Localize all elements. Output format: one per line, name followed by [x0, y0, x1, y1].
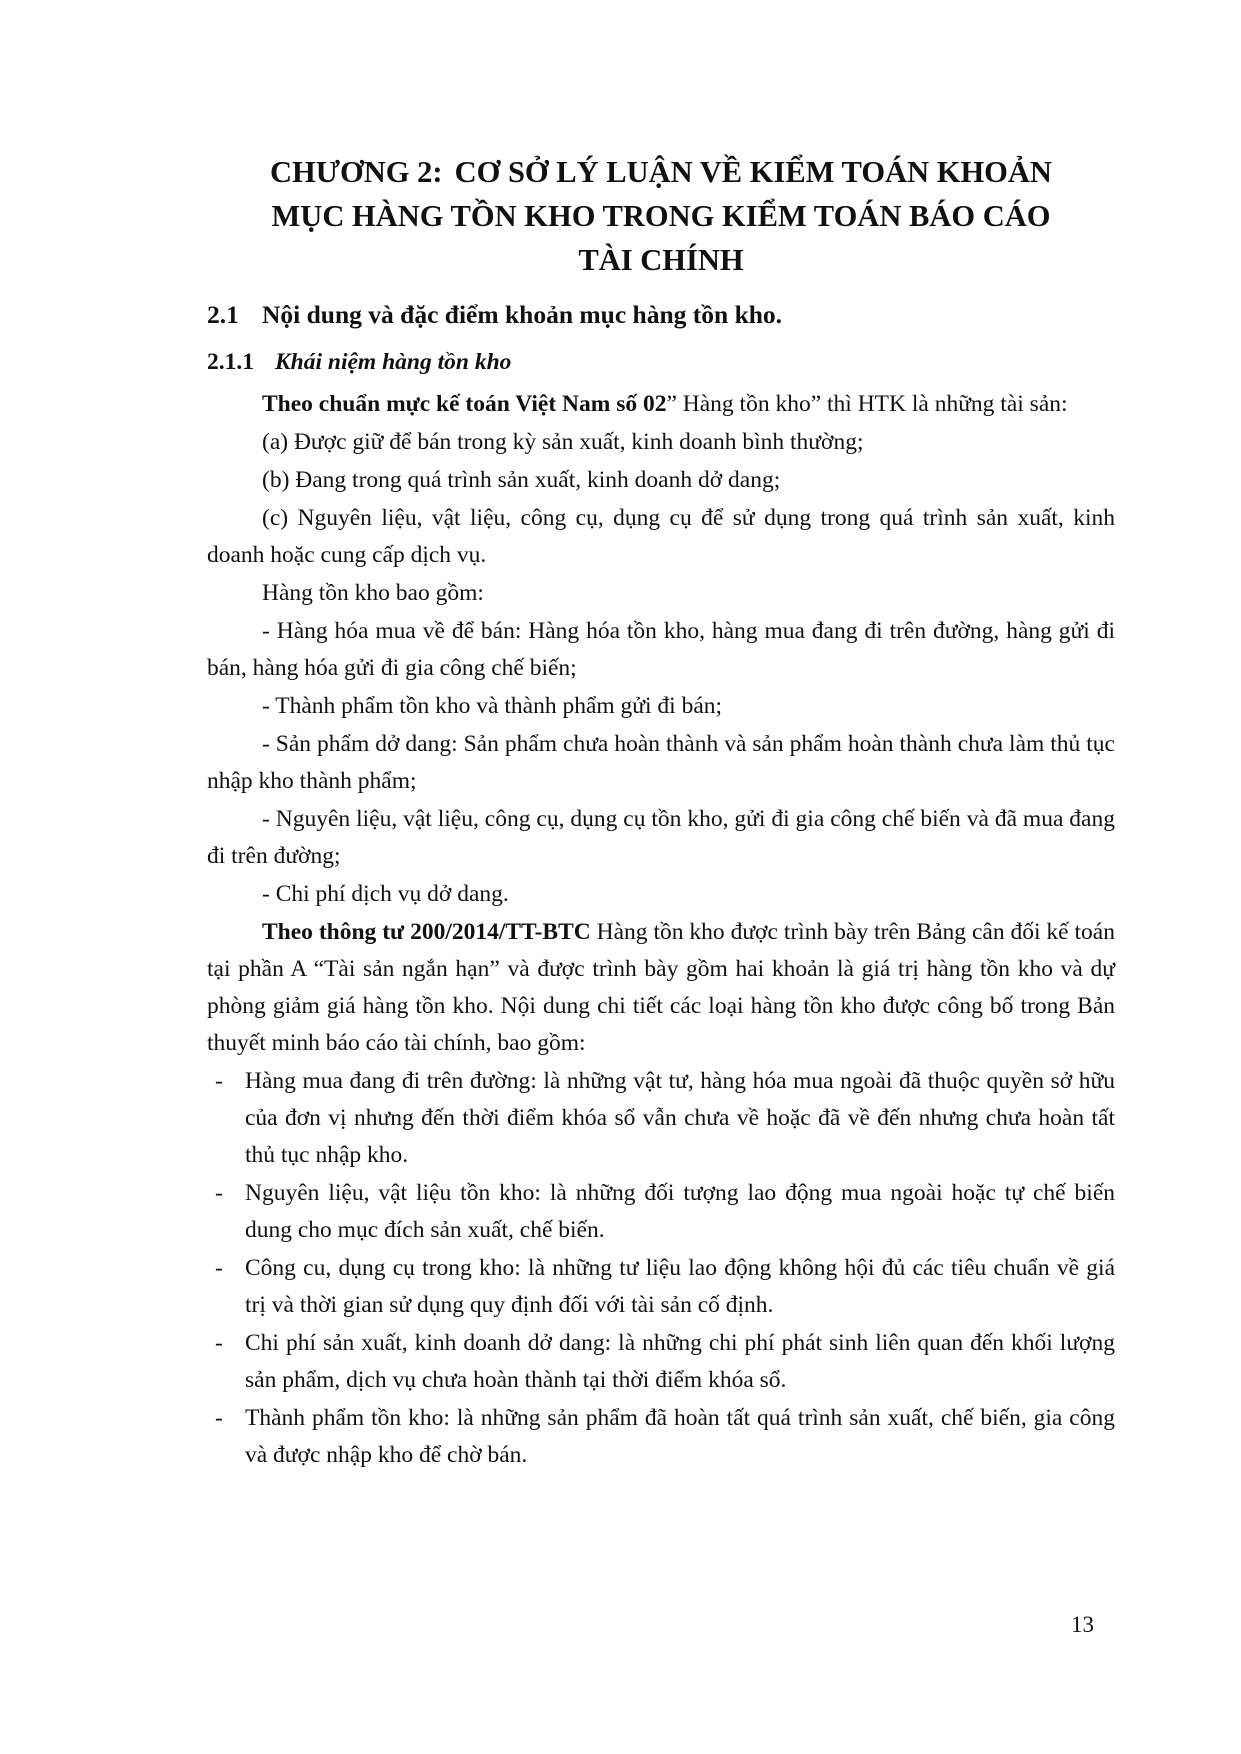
- section-title: Nội dung và đặc điểm khoản mục hàng tồn kho.: [262, 300, 783, 329]
- dash-bullet: -: [215, 1255, 223, 1281]
- dash-bullet: -: [215, 1180, 223, 1206]
- dash-bullet: -: [215, 1405, 223, 1431]
- section-heading: [207, 296, 1115, 334]
- dash-bullet: -: [215, 1068, 223, 1094]
- paragraph-circular-200: Theo thông tư 200/2014/TT-BTC Hàng tồn kho được trình bày trên Bảng cân đối kế toán tại phần A “Tài sản ngắn hạn” và được trình bày gồm hai khoản là giá trị hàng tồn kho và dự phòng giảm giá hàng tồn kho. Nội dung chi tiết các loại hàng tồn kho được công bố trong Bản thuyết minh báo cáo tài chính, bao gồm:: [207, 919, 1115, 1056]
- list-item: - Chi phí sản xuất, kinh doanh dở dang: là những chi phí phát sinh liên quan đến khối lượng sản phẩm, dịch vụ chưa hoàn thành tại thời điểm khóa sổ.: [207, 1325, 1115, 1399]
- list-item-c: (c) Nguyên liệu, vật liệu, công cụ, dụng cụ để sử dụng trong quá trình sản xuất, kinh doanh hoặc cung cấp dịch vụ.: [207, 505, 1115, 568]
- document-page: [207, 150, 1115, 1475]
- subsection-number: 2.1.1: [207, 349, 254, 375]
- list-item-b: (b) Đang trong quá trình sản xuất, kinh doanh dở dang;: [262, 467, 781, 493]
- list-item: - Hàng mua đang đi trên đường: là những vật tư, hàng hóa mua ngoài đã thuộc quyền sở hữu của đơn vị nhưng đến thời điểm khóa sổ vẫn chưa về hoặc đã về đến nhưng chưa hoàn tất thủ tục nhập kho.: [207, 1063, 1115, 1174]
- vas02-reference: Theo chuẩn mực kế toán Việt Nam số 02: [262, 391, 667, 417]
- includes-heading: Hàng tồn kho bao gồm:: [262, 580, 484, 606]
- include-item-services: - Chi phí dịch vụ dở dang.: [262, 881, 509, 907]
- include-item-finished-goods: - Thành phẩm tồn kho và thành phẩm gửi đi bán;: [262, 693, 723, 719]
- chapter-label: CHƯƠNG 2:: [270, 155, 443, 189]
- list-item-a: (a) Được giữ để bán trong kỳ sản xuất, kinh doanh bình thường;: [262, 429, 864, 455]
- chapter-title-line-1: CHƯƠNG 2: CƠ SỞ LÝ LUẬN VỀ KIỂM TOÁN KHOẢN: [270, 155, 1052, 189]
- list-item: - Thành phẩm tồn kho: là những sản phẩm đã hoàn tất quá trình sản xuất, chế biến, gia công và được nhập kho để chờ bán.: [207, 1400, 1115, 1474]
- chapter-title-line-3: TÀI CHÍNH: [578, 243, 744, 277]
- chapter-title-line-2: MỤC HÀNG TỒN KHO TRONG KIỂM TOÁN BÁO CÁO: [271, 199, 1051, 233]
- subsection-heading: [207, 344, 1115, 380]
- include-item-goods: - Hàng hóa mua về để bán: Hàng hóa tồn kho, hàng mua đang đi trên đường, hàng gửi đi bán, hàng hóa gửi đi gia công chế biến;: [207, 618, 1115, 681]
- chapter-title: [207, 150, 1115, 282]
- list-item: - Công cu, dụng cụ trong kho: là những tư liệu lao động không hội đủ các tiêu chuẩn về giá trị và thời gian sử dụng quy định đối với tài sản cố định.: [207, 1250, 1115, 1324]
- subsection-title: Khái niệm hàng tồn kho: [275, 349, 512, 375]
- include-item-materials: - Nguyên liệu, vật liệu, công cụ, dụng cụ tồn kho, gửi đi gia công chế biến và đã mua đang đi trên đường;: [207, 806, 1115, 869]
- paragraph-vas02: Theo chuẩn mực kế toán Việt Nam số 02” Hàng tồn kho” thì HTK là những tài sản:: [262, 391, 1068, 417]
- section-number: 2.1: [207, 300, 239, 329]
- dash-bullet: -: [215, 1330, 223, 1356]
- inventory-detail-list: [207, 1063, 1115, 1474]
- circular-200-reference: Theo thông tư 200/2014/TT-BTC: [262, 919, 591, 945]
- page-number: 13: [1071, 1612, 1094, 1637]
- list-item: - Nguyên liệu, vật liệu tồn kho: là những đối tượng lao động mua ngoài hoặc tự chế biến dung cho mục đích sản xuất, chế biến.: [207, 1175, 1115, 1249]
- include-item-wip: - Sản phẩm dở dang: Sản phẩm chưa hoàn thành và sản phẩm hoàn thành chưa làm thủ tục nhập kho thành phẩm;: [207, 731, 1115, 794]
